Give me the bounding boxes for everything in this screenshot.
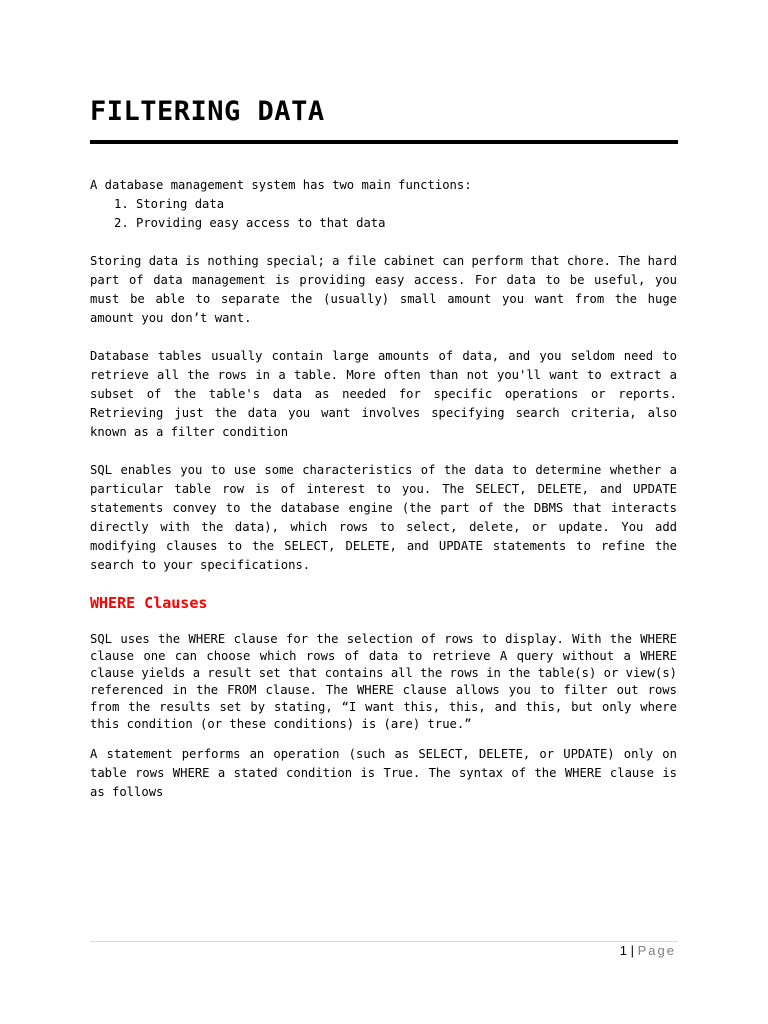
title-underline	[90, 140, 678, 144]
paragraph-tables: Database tables usually contain large amounts of data, and you seldom need to retrieve all the rows in a table. More often than not you'll want to extract a subset of the table's data as needed for specific operations or reports. Retrieving just the data you want involves specifying search criteria, also known as a filter condition	[90, 349, 677, 439]
section-heading-where: WHERE Clauses	[90, 594, 208, 612]
paragraph-sql: SQL enables you to use some characteristics of the data to determine whether a particular table row is of interest to you. The SELECT, DELETE, and UPDATE statements convey to the database engine (the part of the DBMS that interacts directly with the data), which rows to select, delete, or update. You add modifying clauses to the SELECT, DELETE, and UPDATE statements to refine the search to your specifications.	[90, 463, 677, 572]
footer-separator: |	[630, 943, 634, 958]
page-footer	[620, 943, 676, 958]
paragraph-storing: Storing data is nothing special; a file cabinet can perform that chore. The hard part of data management is providing easy access. For data to be useful, you must be able to separate the (usually) small amount you want from the huge amount you don’t want.	[90, 254, 677, 325]
list-item: 2. Providing easy access to that data	[136, 214, 677, 233]
page-label: Page	[637, 943, 676, 958]
page-title: FILTERING DATA	[90, 96, 325, 127]
page-number: 1	[619, 943, 627, 958]
document-body	[90, 176, 677, 802]
paragraph-where-syntax: A statement performs an operation (such as SELECT, DELETE, or UPDATE) only on table rows WHERE a stated condition is True. The syntax of the WHERE clause is as follows	[90, 747, 677, 799]
intro-text: A database management system has two main functions:	[90, 178, 472, 192]
footer-divider	[90, 941, 678, 942]
functions-list	[90, 195, 677, 233]
paragraph-where-clause: SQL uses the WHERE clause for the selection of rows to display. With the WHERE clause one can choose which rows of data to retrieve A query without a WHERE clause yields a result set that contains all the rows in the table(s) or view(s) referenced in the FROM clause. The WHERE clause allows you to filter out rows from the results set by stating, “I want this, this, and this, but only where this condition (or these conditions) is (are) true.”	[90, 632, 677, 731]
list-item: 1. Storing data	[136, 195, 677, 214]
